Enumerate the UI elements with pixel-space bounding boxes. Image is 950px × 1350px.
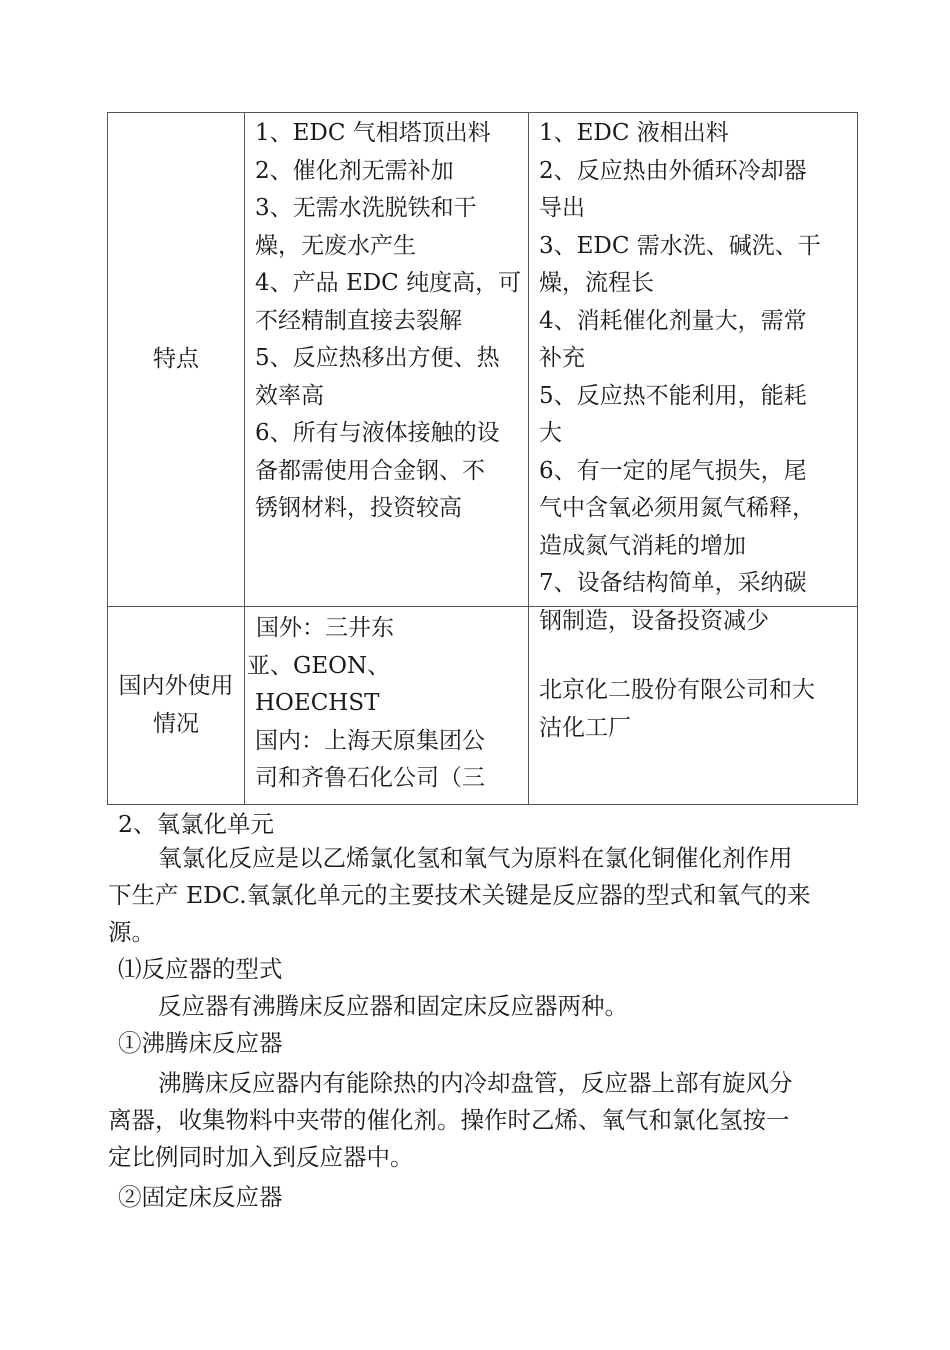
subheading-fixed-bed: ②固定床反应器: [118, 1183, 283, 1211]
section-heading: 2、氧氯化单元: [118, 810, 274, 838]
para-2: 反应器有沸腾床反应器和固定床反应器两种。: [158, 992, 628, 1020]
features-col-2: 1、EDC 液相出料 2、反应热由外循环冷却器 导出 3、EDC 需水洗、碱洗、干 燥，流程长 4、消耗催化剂量大，需常 补充 5、反应热不能利用，能耗 大 6、有一定的尾气损失，尾 气中含氧必须用氮气稀释， 造成氮气消耗的增加 7、设备结构简单，采纳碳 钢制造，设备投资减少: [539, 120, 821, 634]
para-1-line-3: 源。: [108, 918, 155, 946]
table-divider-1: [244, 112, 245, 805]
table-border-right: [857, 112, 858, 805]
usage-col-1: 国外：三井东 亚、GEON、 HOECHST 国内：上海天原集团公 司和齐鲁石化公司（三: [247, 615, 485, 791]
comparison-table: [107, 112, 858, 805]
para-1-line-1: 氧氯化反应是以乙烯氯化氢和氧气为原料在氯化铜催化剂作用: [158, 844, 793, 872]
row-label-features: 特点: [153, 345, 199, 372]
usage-col-2: 北京化二股份有限公司和大 沽化工厂: [539, 677, 815, 741]
row-label-usage: 国内外使用 情况: [118, 673, 234, 737]
para-3-line-2: 离器，收集物料中夹带的催化剂。操作时乙烯、氧气和氯化氢按一: [108, 1106, 790, 1134]
subheading-reactor-type: ⑴反应器的型式: [118, 955, 283, 983]
subheading-fluidized-bed: ①沸腾床反应器: [118, 1029, 283, 1057]
features-col-1: 1、EDC 气相塔顶出料 2、催化剂无需补加 3、无需水洗脱铁和干 燥，无废水产生 4、产品 EDC 纯度高，可 不经精制直接去裂解 5、反应热移出方便、热 效率高 6、所有与液体接触的设 备都需使用合金钢、不 锈钢材料，投资较高: [255, 120, 522, 521]
para-3-line-1: 沸腾床反应器内有能除热的内冷却盘管，反应器上部有旋风分: [158, 1069, 793, 1097]
para-1-line-2: 下生产 EDC.氧氯化单元的主要技术关键是反应器的型式和氧气的来: [108, 881, 811, 909]
table-divider-2: [528, 112, 529, 805]
para-3-line-3: 定比例同时加入到反应器中。: [108, 1143, 414, 1171]
